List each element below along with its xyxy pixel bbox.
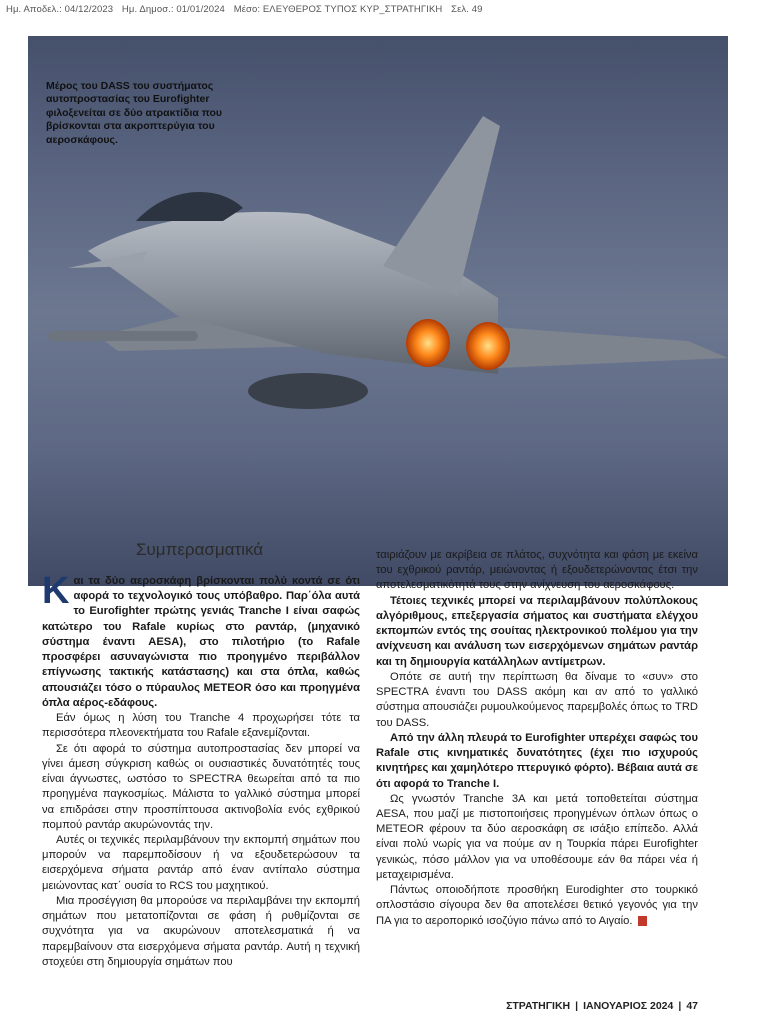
drop-cap: Κ — [42, 570, 70, 612]
source-page: Σελ. 49 — [451, 4, 483, 15]
paragraph: Αυτές οι τεχνικές περιλαμβάνουν την εκπομπή σημάτων που μπορούν να παρεμποδίσουν ή να εξουδετερώσουν τα εισερχόμενα σήματα ραντάρ από έναν αντίπαλο σύστημα μειώνοντας κατ΄ ουσία το RCS του μαχητικού. — [42, 833, 360, 892]
page-number: 47 — [686, 1000, 698, 1012]
paragraph: Πάντως οποιοδήποτε προσθήκη Eurodighter στο τουρκικό οπλοστάσιο σίγουρα δεν θα αποτελέσει θετικό γεγονός για την ΠΑ για το αεροπορικό ισοζύγιο πάνω από το Αιγαίο. — [376, 884, 698, 927]
section-heading: Συμπερασματικά — [136, 540, 264, 559]
magazine-name: ΣΤΡΑΤΗΓΙΚΗ — [506, 1000, 571, 1012]
column-right — [376, 548, 698, 929]
clipping-metadata — [6, 4, 489, 15]
paragraph: Μια προσέγγιση θα μπορούσε να περιλαμβάνει την εκπομπή σημάτων που μετατοπίζονται σε φάση ή ρυθμίζονται σε συχνότητα για να ακυρώνουν αποτελεσματικά ή να παρεμβαίνουν στα εισερχόμενα σήματα ραντάρ. Αυτή η τεχνική στοχεύει στη δημιουργία σημάτων που — [42, 894, 360, 968]
paragraph: Οπότε σε αυτή την περίπτωση θα δίναμε το «συν» στο SPECTRA έναντι του DASS ακόμη και αν από το γαλλικό σύστημα απουσιάζει ρυμουλκούμενος παρεμβολές όπως το TRD του DASS. — [376, 670, 698, 729]
end-mark-icon — [638, 916, 647, 926]
nozzle-right — [466, 322, 510, 370]
eurofighter-photo — [28, 36, 728, 586]
tail-fin — [383, 116, 500, 296]
paragraph: Ως γνωστόν Tranche 3A και μετά τοποθετείται σύστημα AESA, που μαζί με πιστοποιήσεις προηγμένων όπλων όπως ο METEOR φέρουν τα δύο αεροσκάφη σε ισάξιο επίπεδο. Αλλά είναι πολύ νωρίς για να πούμε αν η Τουρκία πάρει Eurofighter γενικώς, πόσο μάλλον για να υποθέσουμε εάν θα πάρει νέα ή μεταχειρισμένα. — [376, 792, 698, 881]
date-published: Ημ. Δημοσ.: 01/01/2024 — [121, 4, 225, 15]
column-left — [42, 570, 360, 970]
page-footer: ΣΤΡΑΤΗΓΙΚΗ | ΙΑΝΟΥΑΡΙΟΣ 2024 | 47 — [506, 1000, 698, 1012]
paragraph: Και τα δύο αεροσκάφη βρίσκονται πολύ κοντά σε ότι αφορά το τεχνολογικό τους υπόβαθρο. Παρ΄όλα αυτά το Eurofighter πρώτης γενιάς Tranche I είναι σαφώς κατώτερο του Rafale κυρίως στο ραντάρ, (μηχανικό σύστημα έναντι AESA), στο πιλοτήριο (το Rafale προσφέρει ασυναγώνιστα πιο προηγμένο περιβάλλον επίγνωσης τακτικής κατάστασης) και στα όπλα, καθώς απουσιάζει τόσο ο πύραυλος METEOR όσο και προηγμένα όπλα αέρος-εδάφους. — [42, 570, 360, 709]
paragraph: Από την άλλη πλευρά το Eurofighter υπερέχει σαφώς του Rafale στις κινηματικές δυνατότητες (έχει πιο ισχυρούς κινητήρες και χαμηλότερο πτερυγικό φόρτο). Βέβαια αυτά σε ότι αφορά το Tranche I. — [376, 731, 698, 790]
date-sent: Ημ. Αποδελ.: 04/12/2023 — [6, 4, 114, 15]
nozzle-left — [406, 319, 450, 367]
photo-caption: Μέρος του DASS του συστήματος αυτοπροστασίας του Eurofighter φιλοξενείται σε δύο ατρακτίδια που βρίσκονται στα ακροπτερύγια του αεροσκάφους. — [46, 80, 223, 146]
source: Μέσο: ΕΛΕΥΘΕΡΟΣ ΤΥΠΟΣ ΚΥΡ_ΣΤΡΑΤΗΓΙΚΗ — [233, 4, 443, 15]
drop-tank — [248, 373, 368, 409]
paragraph: ταιριάζουν με ακρίβεια σε πλάτος, συχνότητα και φάση με εκείνα του εχθρικού ραντάρ, μειώνοντας ή εξουδετερώνοντας έτσι την αποτελεσματικότητά τους στην ανίχνευση του αεροσκάφους. — [376, 549, 698, 592]
paragraph: Τέτοιες τεχνικές μπορεί να περιλαμβάνουν πολύπλοκους αλγόριθμους, επεξεργασία σήματος και συστήματα ελέγχου εκπομπών εντός της σουίτας ηλεκτρονικού πολέμου για την ανίχνευση και ανάλυση των εισερχόμενων σημάτων ραντάρ και τη δημιουργία κατάλληλων αντίμετρων. — [376, 594, 698, 668]
issue-date: ΙΑΝΟΥΑΡΙΟΣ 2024 — [583, 1000, 674, 1012]
canopy — [136, 192, 243, 221]
missile — [48, 331, 198, 341]
paragraph: Εάν όμως η λύση του Tranche 4 προχωρήσει τότε τα περισσότερα πλεονεκτήματα του Rafale εξανεμίζονται. — [42, 712, 360, 740]
paragraph: Σε ότι αφορά το σύστημα αυτοπροστασίας δεν μπορεί να γίνει άμεση σύγκριση καθώς οι ουσιαστικές δυνατότητές τους είναι άγνωστες, ωστόσο το SPECTRA θεωρείται από τα πιο προηγμένα παγκοσμίως. Μάλιστα το γαλλικό σύστημα μπορεί να επιδράσει στην προσπίπτουσα ακτινοβολία ενός εχθρικού πομπού ραντάρ ακυρώνοντάς την. — [42, 742, 360, 831]
